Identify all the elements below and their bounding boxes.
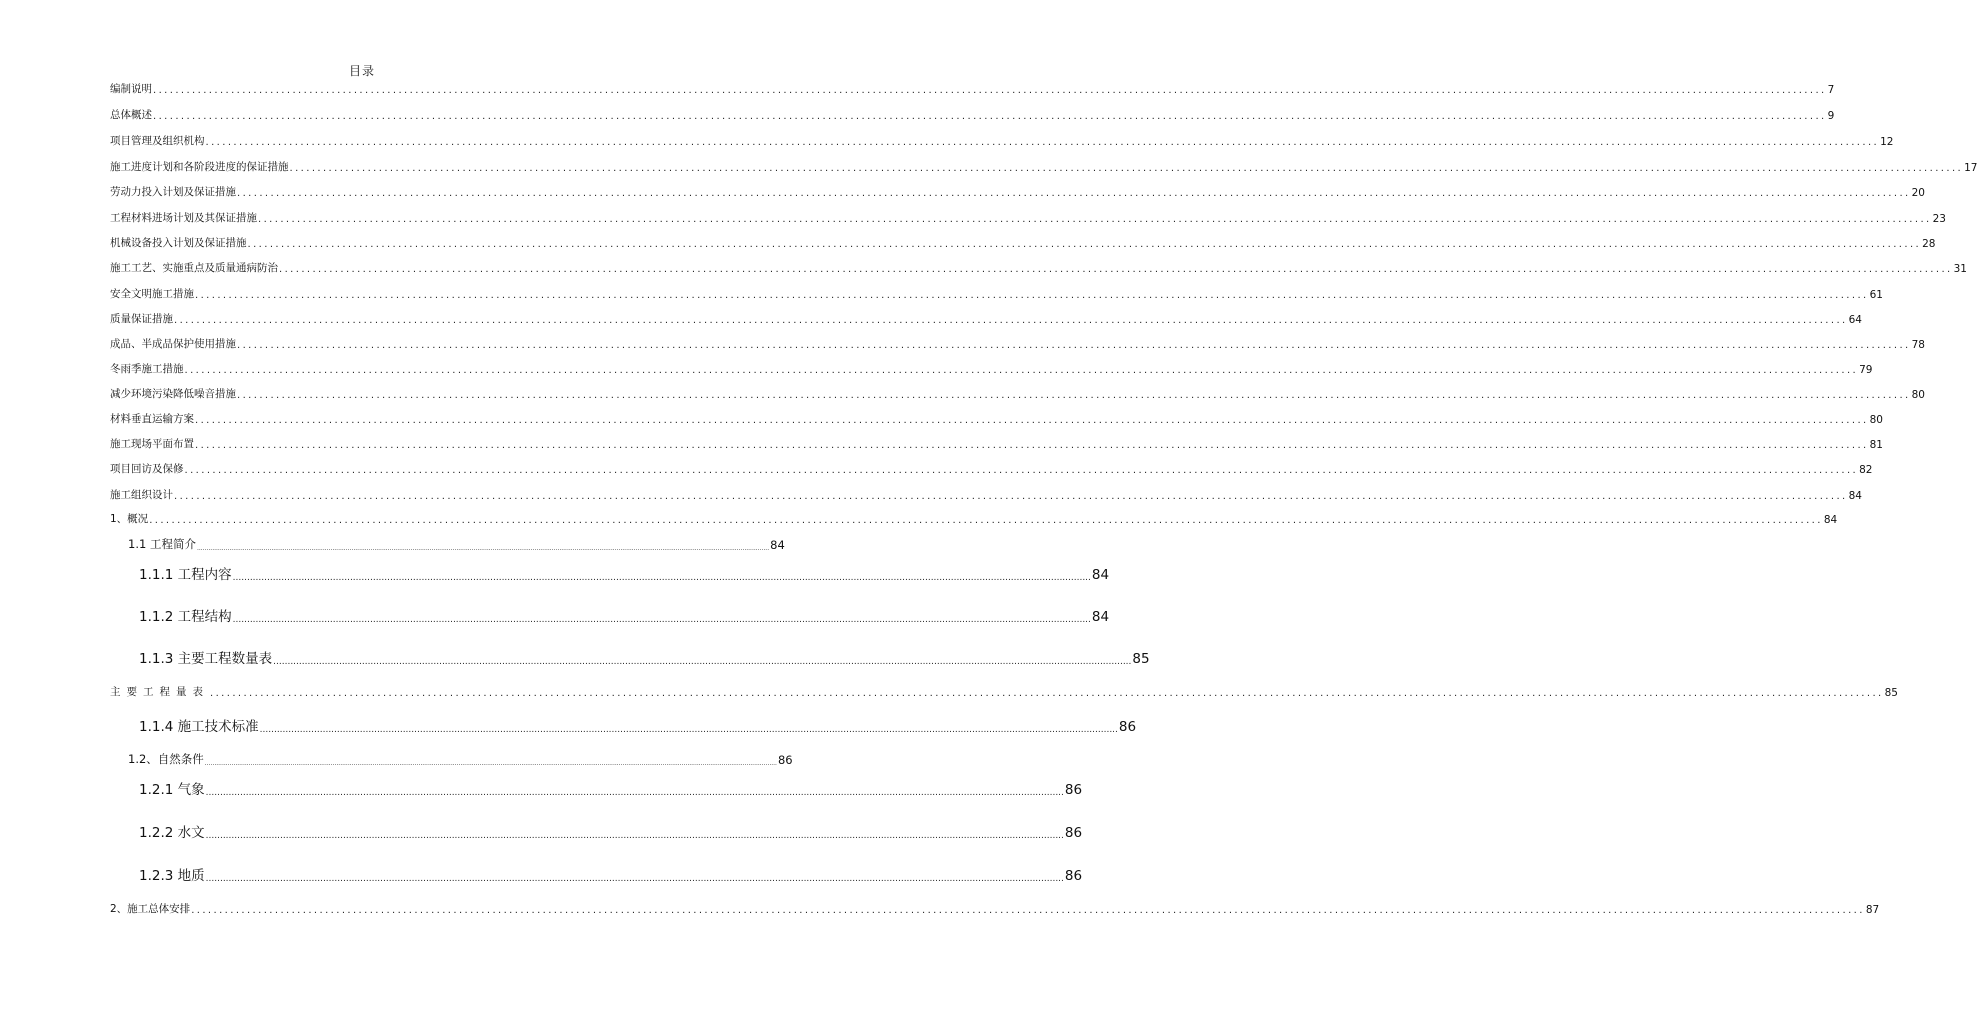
toc-entry-label: 机械设备投入计划及保证措施 [110,237,247,249]
dot-leader: ............................................................................................................................................................................................................................................................................................................ [205,137,1880,148]
toc-entry-page: 82 [1859,464,1873,476]
dot-leader: ............................................................................................................................................................................................................................................................................................................ [205,874,1064,884]
toc-entry[interactable] [110,902,1880,916]
toc-subentry[interactable] [128,537,785,552]
toc-subsubentry[interactable] [139,866,1083,884]
toc-entry-page: 80 [1869,414,1883,426]
dot-leader: ............................................................................................................................................................................................................................................................................................................ [205,788,1064,798]
dot-leader: ............................................................................................................................................................................................................................................................................................................ [184,365,1859,376]
toc-entry-page: 80 [1911,389,1925,401]
dot-leader: ............................................................................................................................................................................................................................................................................................................ [232,573,1091,583]
toc-entry[interactable] [110,134,1894,148]
toc-entry-label: 施工进度计划和各阶段进度的保证措施 [110,161,289,173]
toc-entry-page: 86 [1064,868,1083,884]
toc-entry-label: 总体概述 [110,109,152,121]
dot-leader: ............................................................................................................................................................................................................................................................................................................ [273,657,1132,667]
toc-entry-label: 主要工程量表 [110,686,209,698]
toc-entry[interactable] [110,437,1883,451]
toc-entry-label: 施工现场平面布置 [110,438,194,450]
toc-entry-label: 1.2.1 气象 [139,782,205,798]
toc-entry-label: 冬雨季施工措施 [110,363,184,375]
toc-subentry[interactable] [128,752,793,767]
toc-entry[interactable] [110,362,1873,376]
toc-entry-label: 1.1.4 施工技术标准 [139,719,259,735]
toc-entry-page: 23 [1932,213,1946,225]
toc-entry-page: 12 [1880,136,1894,148]
toc-entry-page: 81 [1869,439,1883,451]
toc-entry-page: 28 [1922,238,1936,250]
toc-entry-label: 2、施工总体安排 [110,903,191,915]
toc-entry[interactable] [110,337,1925,351]
toc-entry-page: 87 [1865,904,1880,916]
dot-leader: ............................................................................................................................................................................................................................................................................................................ [258,214,1932,225]
dot-leader: ............................................................................................................................................................................................................................................................................................................ [210,688,1884,699]
toc-entry-page: 64 [1848,314,1862,326]
toc-entry[interactable] [110,312,1862,326]
toc-entry-label: 成品、半成品保护使用措施 [110,338,236,350]
dot-leader: ............................................................................................................................................................................................................................................................................................................ [174,315,1848,326]
toc-entry-label: 编制说明 [110,83,152,95]
toc-entry-label: 1.2、自然条件 [128,752,204,766]
toc-entry-page: 86 [1064,782,1083,798]
toc-entry-page: 86 [1118,719,1137,735]
dot-leader: ............................................................................................................................................................................................................................................................................................................ [237,188,1911,199]
dot-leader: ............................................................................................................................................................................................................................................................................................................ [204,760,777,767]
toc-entry-label: 1.2.3 地质 [139,868,205,884]
toc-subsubentry[interactable] [139,717,1137,735]
dot-leader: ............................................................................................................................................................................................................................................................................................................ [232,615,1091,625]
toc-entry-page: 79 [1859,364,1873,376]
toc-entry-page: 78 [1911,339,1925,351]
dot-leader: ............................................................................................................................................................................................................................................................................................................ [247,239,1922,250]
toc-entry-label: 施工工艺、实施重点及质量通病防治 [110,262,278,274]
toc-entry-page: 9 [1827,110,1835,122]
dot-leader: ............................................................................................................................................................................................................................................................................................................ [289,163,1964,174]
toc-subsubentry[interactable] [139,565,1110,583]
toc-entry-page: 85 [1884,687,1898,699]
toc-entry-page: 61 [1869,289,1883,301]
toc-entry[interactable] [110,488,1862,502]
toc-entry[interactable] [110,287,1883,301]
toc-entry[interactable] [110,685,1898,699]
toc-entry[interactable] [110,160,1978,174]
toc-subsubentry[interactable] [139,607,1110,625]
toc-entry-page: 7 [1827,84,1835,96]
dot-leader: ............................................................................................................................................................................................................................................................................................................ [279,264,1953,275]
dot-leader: ............................................................................................................................................................................................................................................................................................................ [191,905,1865,916]
dot-leader: ............................................................................................................................................................................................................................................................................................................ [153,85,1827,96]
dot-leader: ............................................................................................................................................................................................................................................................................................................ [153,111,1827,122]
toc-entry-page: 84 [1091,567,1110,583]
toc-entry-label: 质量保证措施 [110,313,173,325]
toc-entry[interactable] [110,412,1883,426]
dot-leader: ............................................................................................................................................................................................................................................................................................................ [174,491,1848,502]
toc-entry-label: 1、概况 [110,513,149,525]
dot-leader: ............................................................................................................................................................................................................................................................................................................ [149,515,1823,526]
page-title: 目录 [348,64,375,78]
toc-entry-page: 85 [1132,651,1150,667]
dot-leader: ............................................................................................................................................................................................................................................................................................................ [259,725,1118,735]
toc-entry[interactable] [110,211,1946,225]
toc-entry-page: 86 [1064,825,1083,841]
toc-entry-label: 1.1 工程简介 [128,537,196,551]
toc-entry-page: 84 [1848,490,1862,502]
toc-entry[interactable] [110,82,1835,96]
toc-subsubentry[interactable] [139,780,1083,798]
toc-entry-label: 1.2.2 水文 [139,825,205,841]
toc-entry[interactable] [110,261,1967,275]
dot-leader: ............................................................................................................................................................................................................................................................................................................ [237,340,1911,351]
dot-leader: ............................................................................................................................................................................................................................................................................................................ [195,290,1869,301]
toc-entry[interactable] [110,462,1873,476]
toc-entry-label: 安全文明施工措施 [110,288,194,300]
toc-subsubentry[interactable] [139,823,1083,841]
toc-entry[interactable] [110,387,1925,401]
toc-subsubentry[interactable] [139,649,1150,667]
toc-entry-label: 项目管理及组织机构 [110,135,205,147]
toc-entry[interactable] [110,512,1838,526]
toc-entry-label: 施工组织设计 [110,489,173,501]
toc-entry[interactable] [110,108,1835,122]
toc-entry-page: 31 [1953,263,1967,275]
toc-entry-page: 17 [1964,162,1978,174]
toc-entry-label: 1.1.2 工程结构 [139,609,232,625]
dot-leader: ............................................................................................................................................................................................................................................................................................................ [184,465,1859,476]
toc-entry-label: 1.1.3 主要工程数量表 [139,651,273,667]
toc-entry[interactable] [110,236,1936,250]
dot-leader: ............................................................................................................................................................................................................................................................................................................ [195,415,1869,426]
toc-entry-page: 84 [770,538,785,552]
dot-leader: ............................................................................................................................................................................................................................................................................................................ [237,390,1911,401]
toc-entry-page: 86 [777,753,793,767]
dot-leader: ............................................................................................................................................................................................................................................................................................................ [205,831,1064,841]
toc-entry-label: 材料垂直运输方案 [110,413,194,425]
toc-entry-label: 1.1.1 工程内容 [139,567,232,583]
toc-entry-label: 减少环境污染降低噪音措施 [110,388,236,400]
toc-entry-label: 劳动力投入计划及保证措施 [110,186,236,198]
dot-leader: ............................................................................................................................................................................................................................................................................................................ [195,440,1869,451]
toc-entry-page: 84 [1823,514,1838,526]
toc-entry-label: 工程材料进场计划及其保证措施 [110,212,257,224]
toc-entry[interactable] [110,185,1925,199]
toc-entry-page: 20 [1911,187,1925,199]
toc-entry-label: 项目回访及保修 [110,463,184,475]
toc-entry-page: 84 [1091,609,1110,625]
dot-leader: ............................................................................................................................................................................................................................................................................................................ [196,545,770,552]
